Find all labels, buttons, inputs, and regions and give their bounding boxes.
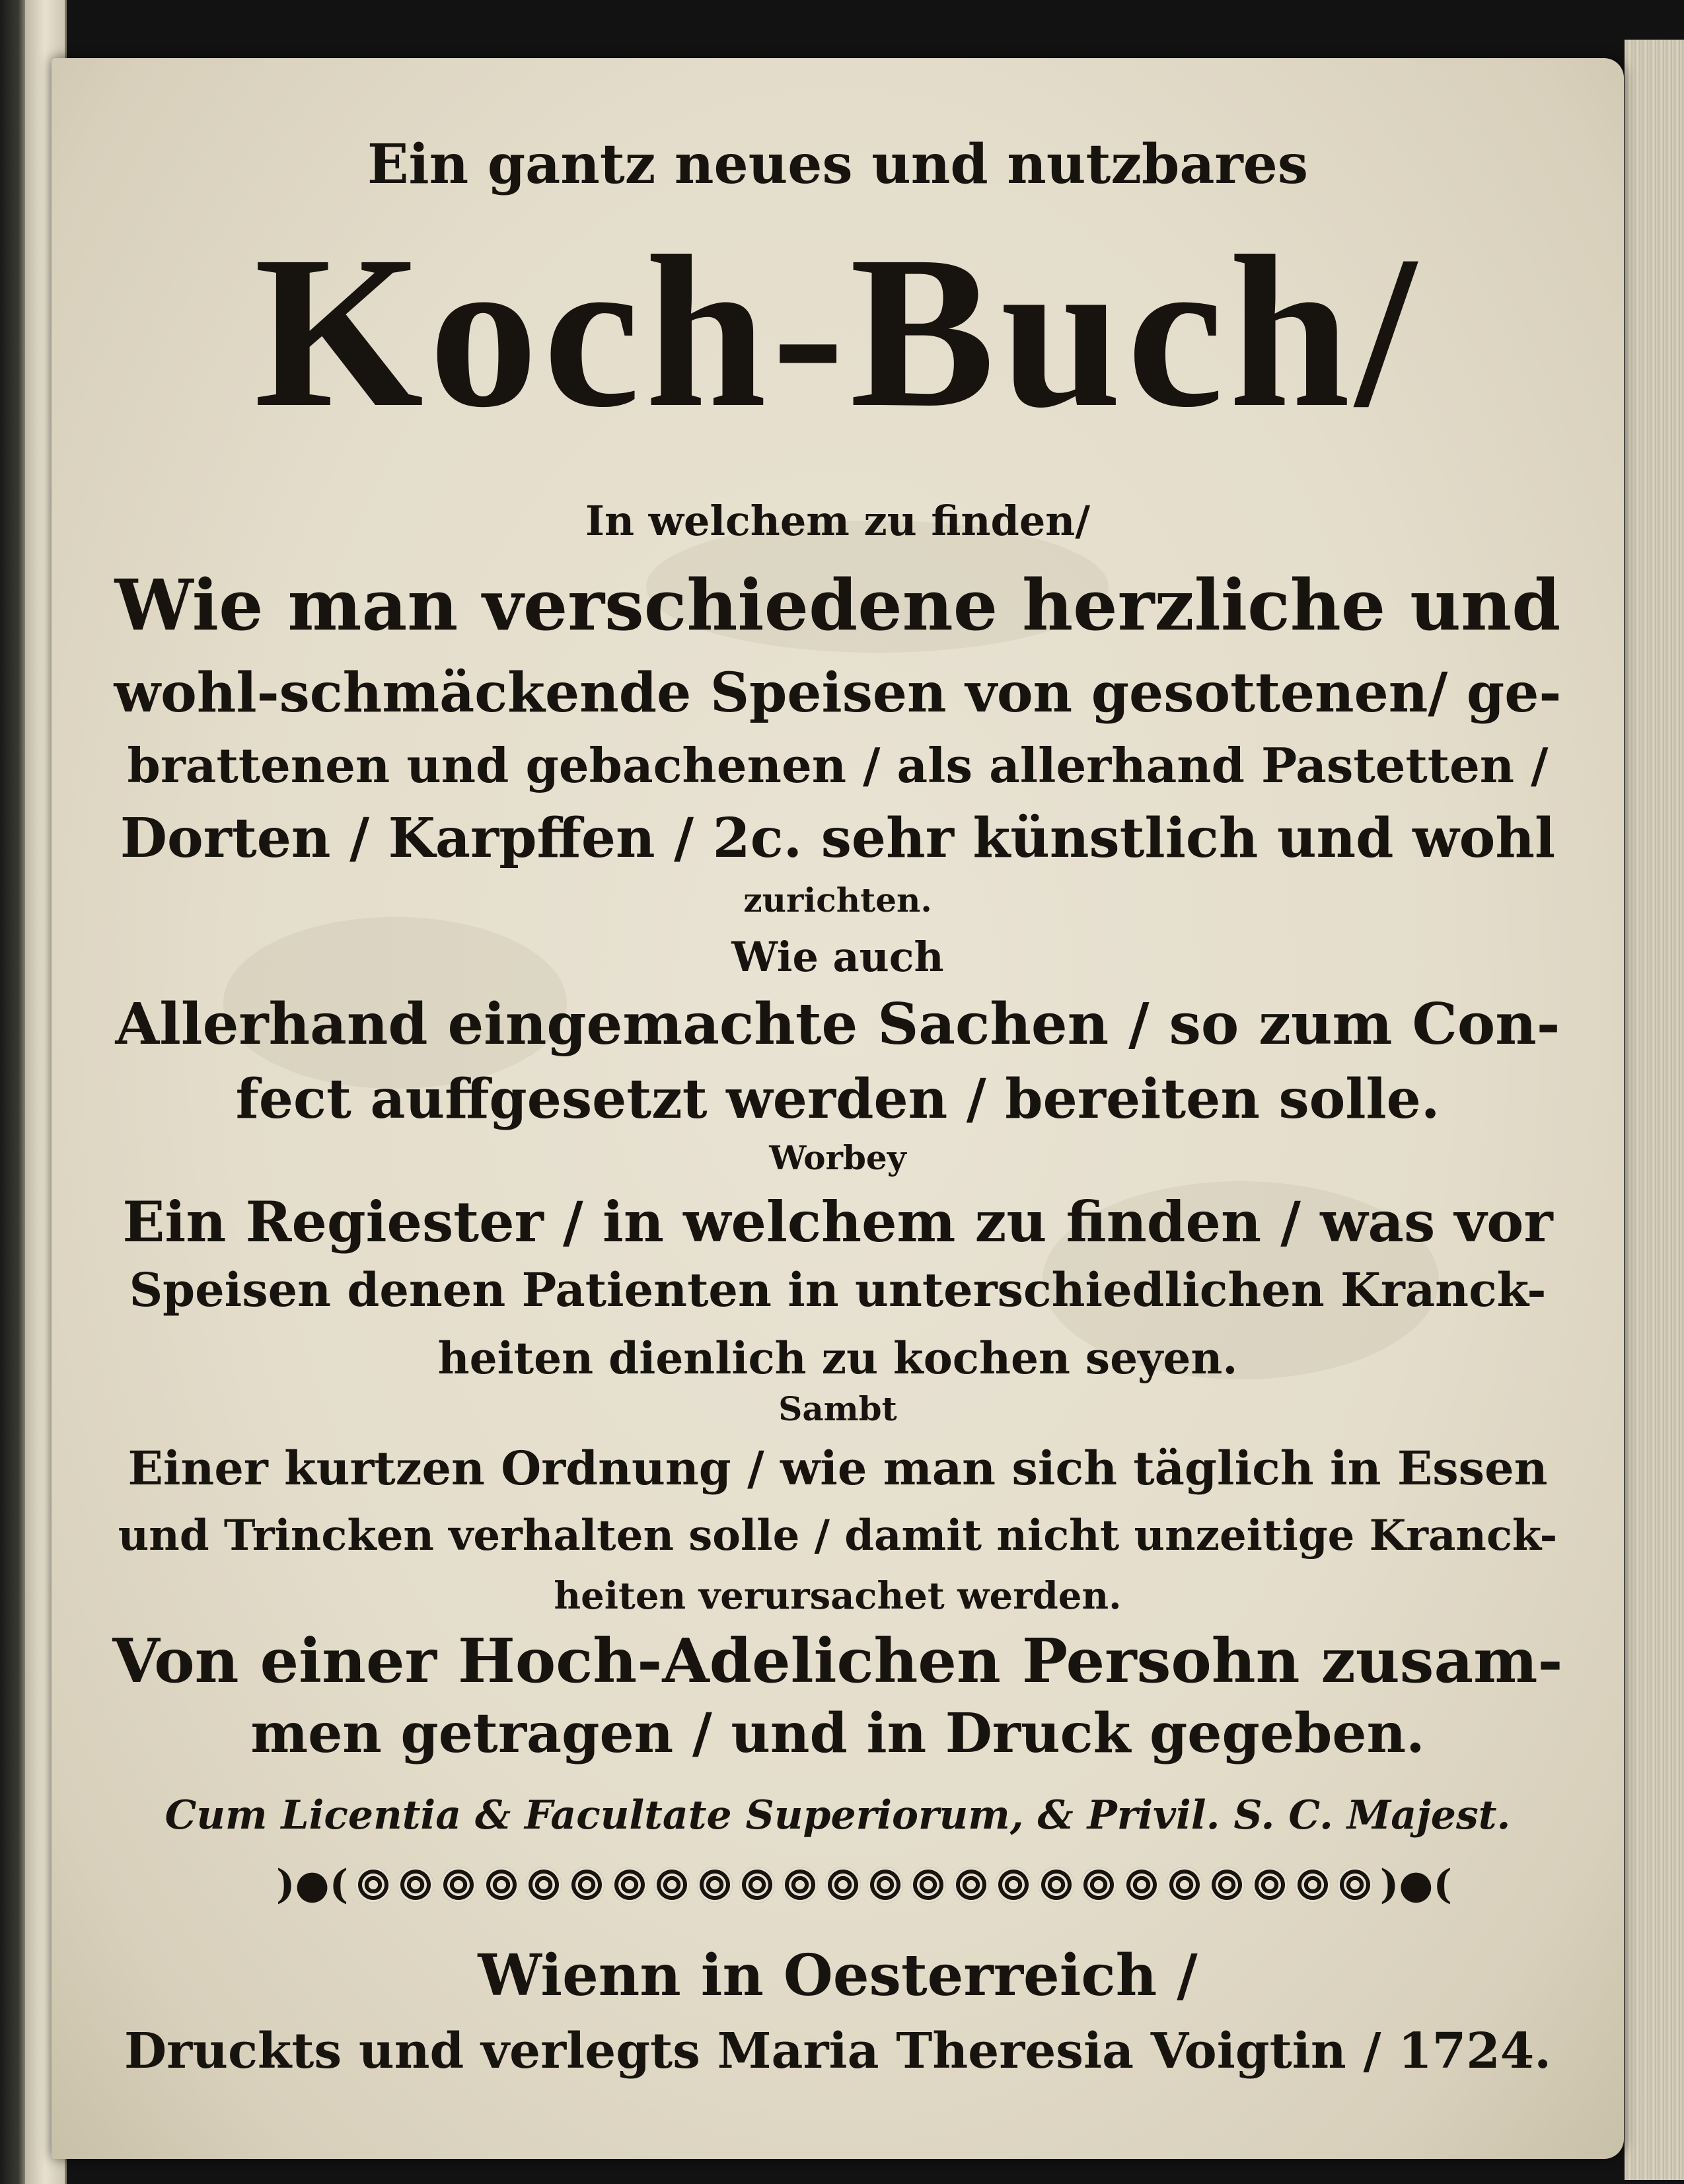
body-line-9: und Trincken verhalten solle / damit nicht unzeitige Kranck- <box>118 1511 1558 1560</box>
title-page <box>52 58 1624 2159</box>
body-line-5: fect auffgesetzt werden / bereiten solle. <box>235 1068 1440 1131</box>
rosette-icon <box>782 1867 818 1903</box>
license-line: Cum Licentia & Facultate Superiorum, & Privil. S. C. Majest. <box>165 1792 1511 1838</box>
rosette-icon <box>484 1867 519 1903</box>
rosette-icon <box>825 1867 861 1903</box>
subtitle: In welchem zu finden/ <box>585 497 1091 545</box>
rosette-icon <box>697 1867 733 1903</box>
rosette-icon <box>910 1867 946 1903</box>
rosette-icon <box>1039 1867 1074 1903</box>
body-line-3: Dorten / Karpffen / 2c. sehr künstlich und wohl <box>120 807 1556 870</box>
connector-2: Worbey <box>769 1138 906 1177</box>
rosette-icon <box>526 1867 562 1903</box>
connector-1: Wie auch <box>731 933 944 981</box>
body-line-6: Speisen denen Patienten in unterschiedlichen Kranck- <box>129 1262 1547 1317</box>
rosette-icon <box>1337 1867 1373 1903</box>
rosette-icon <box>867 1867 903 1903</box>
rosette-icon <box>398 1867 433 1903</box>
rosette-icon <box>1209 1867 1245 1903</box>
connector-3: Sambt <box>778 1389 897 1428</box>
imprint-place: Wienn in Oesterreich / <box>478 1942 1198 2009</box>
rosette-icon <box>612 1867 647 1903</box>
heading-1: Wie man verschiedene herzliche und <box>114 564 1561 646</box>
rosette-icon <box>996 1867 1031 1903</box>
body-line-1: wohl-schmäckende Speisen von gesottenen/ ge- <box>114 661 1562 725</box>
heading-3: Ein Regiester / in welchem zu finden / was vor <box>122 1189 1553 1255</box>
rosette-icon <box>1252 1867 1288 1903</box>
rosette-icon <box>739 1867 775 1903</box>
body-line-7: heiten dienlich zu kochen seyen. <box>437 1332 1238 1384</box>
heading-2: Allerhand eingemachte Sachen / so zum Con- <box>115 991 1560 1058</box>
main-title: Koch-Buch/ <box>254 211 1422 453</box>
page-stack-edge <box>1625 40 1684 2180</box>
body-line-4: zurichten. <box>743 881 932 920</box>
rosette-icon <box>1295 1867 1331 1903</box>
rosette-icon <box>441 1867 476 1903</box>
body-line-2: brattenen und gebachenen / als allerhand Pastetten / <box>127 737 1549 793</box>
rosette-icon <box>1081 1867 1117 1903</box>
body-line-8: Einer kurtzen Ordnung / wie man sich täglich in Essen <box>128 1441 1548 1496</box>
body-line-10: heiten verursachet werden. <box>554 1574 1122 1618</box>
title-text-block <box>52 58 1624 2159</box>
rosette-icon <box>654 1867 690 1903</box>
rosette-icon <box>953 1867 989 1903</box>
rosette-icon <box>1167 1867 1202 1903</box>
rosette-icon <box>355 1867 391 1903</box>
rosette-icon <box>569 1867 604 1903</box>
imprint-printer: Druckts und verlegts Maria Theresia Voigtin / 1724. <box>124 2023 1551 2080</box>
ornament-left-end: )●( <box>276 1862 349 1908</box>
body-line-11: men getragen / und in Druck gegeben. <box>250 1702 1425 1765</box>
ornament-divider <box>276 1855 1452 1914</box>
ornament-right-end: )●( <box>1379 1862 1452 1908</box>
intro-line: Ein gantz neues und nutzbares <box>367 133 1308 196</box>
heading-4: Von einer Hoch-Adelichen Persohn zusam- <box>112 1625 1563 1696</box>
rosette-icon <box>1124 1867 1159 1903</box>
